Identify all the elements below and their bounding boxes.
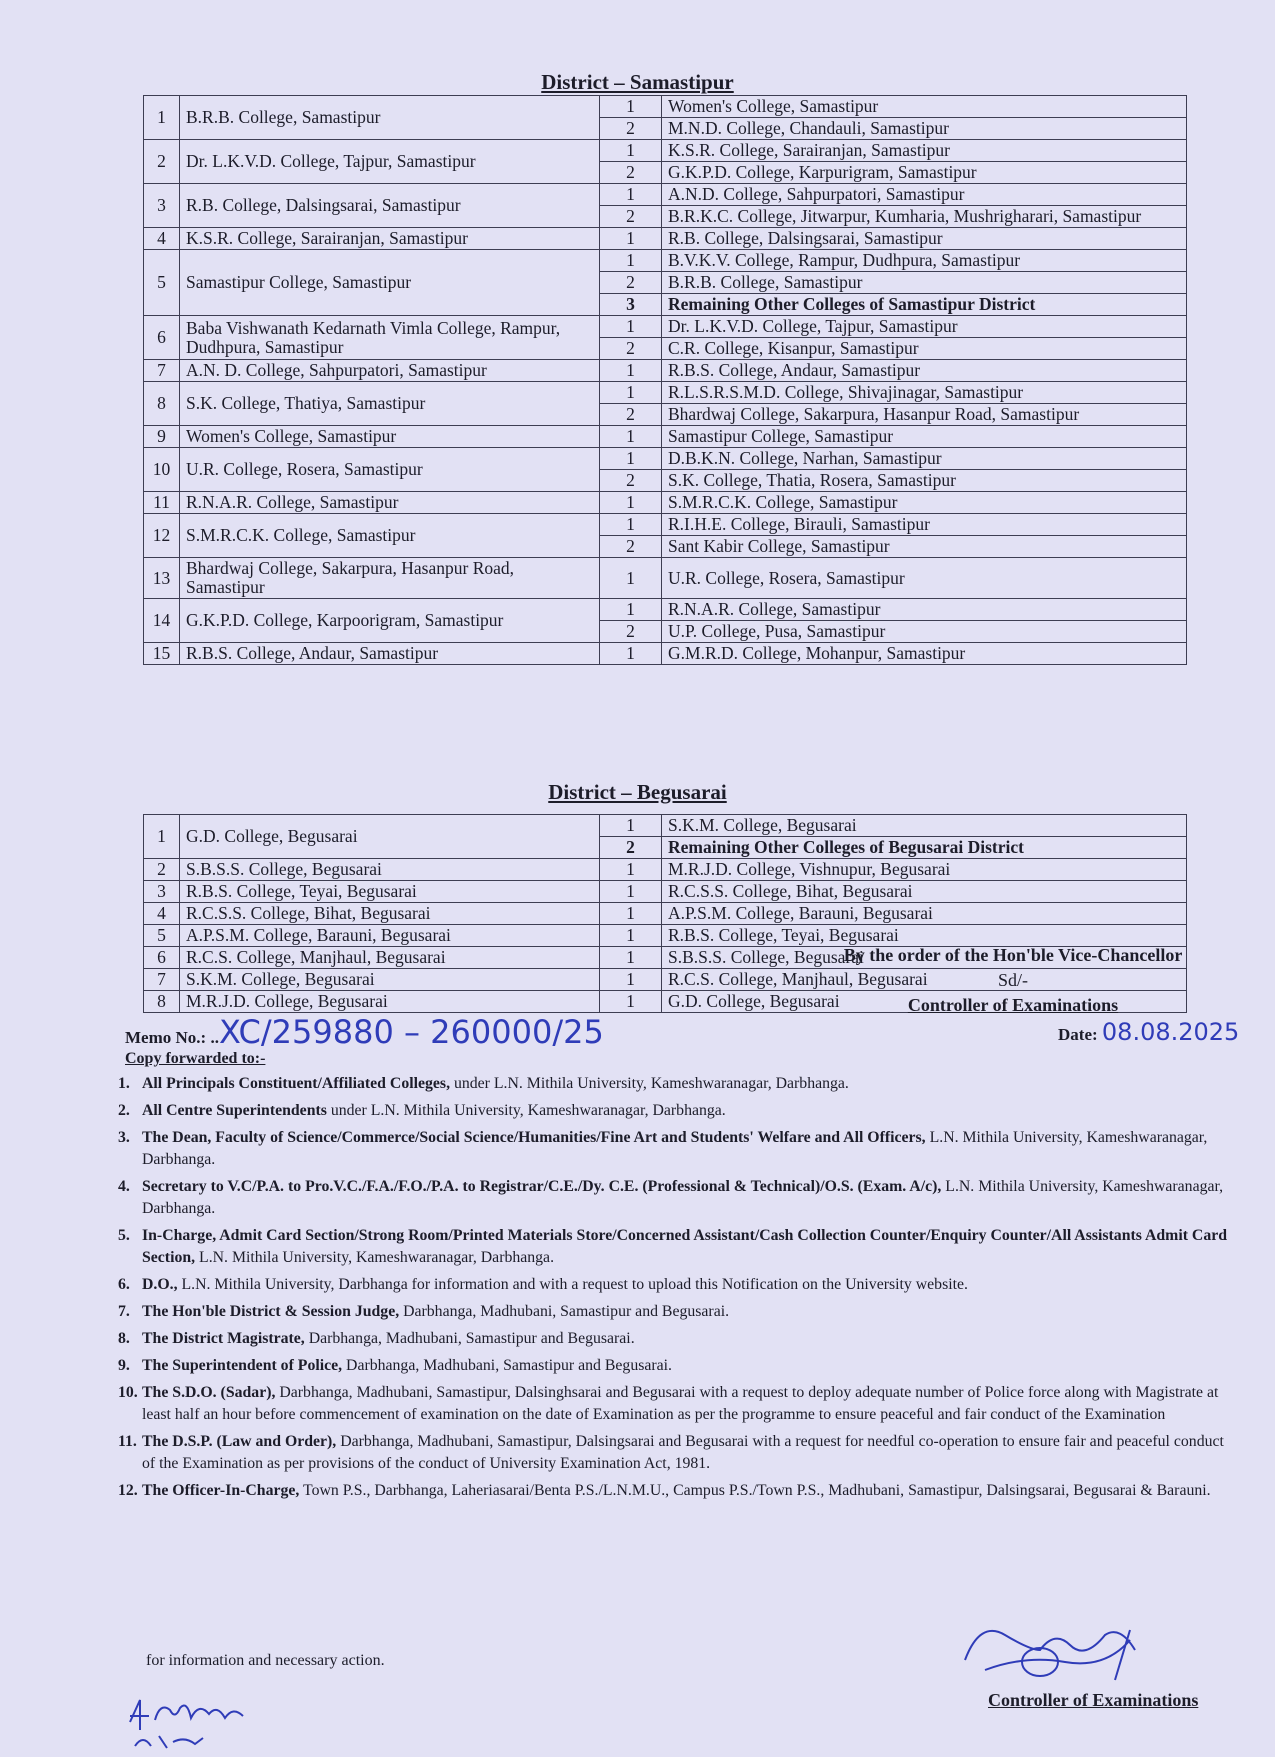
allotted-college: Bhardwaj College, Sakarpura, Hasanpur Road, Samastipur: [662, 404, 1187, 426]
serial-number: 5: [144, 250, 180, 316]
allotted-college: Women's College, Samastipur: [662, 96, 1187, 118]
forward-item-recipient: The Officer-In-Charge,: [142, 1482, 300, 1499]
allotted-college: G.K.P.D. College, Karpurigram, Samastipur: [662, 162, 1187, 184]
table-row: [144, 492, 1187, 514]
forward-item-text: under L.N. Mithila University, Kameshwaranagar, Darbhanga.: [450, 1075, 849, 1092]
college-sub-number: 2: [600, 536, 662, 558]
examination-centre: R.B.S. College, Teyai, Begusarai: [180, 881, 600, 903]
allotted-college: S.K. College, Thatia, Rosera, Samastipur: [662, 470, 1187, 492]
allotted-college: Remaining Other Colleges of Samastipur District: [662, 294, 1187, 316]
examination-centre: A.N. D. College, Sahpurpatori, Samastipur: [180, 360, 600, 382]
allotted-college: R.I.H.E. College, Birauli, Samastipur: [662, 514, 1187, 536]
forward-item-text: under L.N. Mithila University, Kameshwaranagar, Darbhanga.: [326, 1102, 726, 1119]
examination-centre: R.B. College, Dalsingsarai, Samastipur: [180, 184, 600, 228]
examination-centre: Samastipur College, Samastipur: [180, 250, 600, 316]
allotted-college: S.M.R.C.K. College, Samastipur: [662, 492, 1187, 514]
allotted-college: R.B.S. College, Teyai, Begusarai: [662, 925, 1187, 947]
college-sub-number: 2: [600, 206, 662, 228]
serial-number: 2: [144, 140, 180, 184]
allotted-college: B.V.K.V. College, Rampur, Dudhpura, Samastipur: [662, 250, 1187, 272]
forward-item-recipient: The District Magistrate,: [142, 1330, 305, 1347]
table-row: [144, 96, 1187, 118]
allotted-college: R.B. College, Dalsingsarai, Samastipur: [662, 228, 1187, 250]
college-sub-number: 2: [600, 338, 662, 360]
forward-item-text: Darbhanga, Madhubani, Samastipur, Dalsinghsarai and Begusarai with a request to deploy adequate number of Police force along with Magistrate at least half an hour before commencement of examination on the date of Examination as per the programme to ensure peaceful and fair conduct of the Examination: [142, 1384, 1219, 1423]
college-sub-number: 1: [600, 360, 662, 382]
college-sub-number: 1: [600, 859, 662, 881]
college-sub-number: 1: [600, 881, 662, 903]
date-label: Date:: [1058, 1025, 1102, 1044]
allotted-college: S.K.M. College, Begusarai: [662, 815, 1187, 837]
college-sub-number: 1: [600, 815, 662, 837]
examination-centre: S.K. College, Thatiya, Samastipur: [180, 382, 600, 426]
forward-item: [118, 1127, 1238, 1171]
college-sub-number: 2: [600, 470, 662, 492]
allotted-college: R.C.S.S. College, Bihat, Begusarai: [662, 881, 1187, 903]
college-sub-number: 3: [600, 294, 662, 316]
forward-item: [118, 1176, 1238, 1220]
allotted-college: R.B.S. College, Andaur, Samastipur: [662, 360, 1187, 382]
serial-number: 6: [144, 947, 180, 969]
examination-centre: R.N.A.R. College, Samastipur: [180, 492, 600, 514]
allotted-college: G.M.R.D. College, Mohanpur, Samastipur: [662, 643, 1187, 665]
serial-number: 14: [144, 599, 180, 643]
allotted-college: Remaining Other Colleges of Begusarai District: [662, 837, 1187, 859]
college-sub-number: 1: [600, 643, 662, 665]
college-sub-number: 1: [600, 228, 662, 250]
table-row: [144, 448, 1187, 470]
allotted-college: R.C.S. College, Manjhaul, Begusarai: [662, 969, 1187, 991]
samastipur-table: [143, 95, 1187, 665]
forward-item: [118, 1274, 1238, 1296]
table-row: [144, 250, 1187, 272]
examination-centre: R.C.S. College, Manjhaul, Begusarai: [180, 947, 600, 969]
allotted-college: S.B.S.S. College, Begusarai: [662, 947, 1187, 969]
serial-number: 1: [144, 815, 180, 859]
forward-item: [118, 1382, 1238, 1426]
forward-item-number: 9.: [118, 1357, 130, 1374]
serial-number: 7: [144, 969, 180, 991]
examination-centre: S.K.M. College, Begusarai: [180, 969, 600, 991]
forward-item-recipient: In-Charge, Admit Card Section/Strong Room/Printed Materials Store/Concerned Assistant/Cash Collection Counter/Enquiry Counter/All Assistants Admit Card Section,: [142, 1227, 1228, 1266]
forward-item-number: 1.: [118, 1075, 130, 1092]
copy-forwarded-heading: Copy forwarded to:-: [125, 1050, 266, 1067]
forward-item: [118, 1301, 1238, 1323]
serial-number: 10: [144, 448, 180, 492]
college-sub-number: 1: [600, 558, 662, 599]
college-sub-number: 2: [600, 404, 662, 426]
serial-number: 7: [144, 360, 180, 382]
examination-centre: R.C.S.S. College, Bihat, Begusarai: [180, 903, 600, 925]
table-row: [144, 643, 1187, 665]
college-sub-number: 1: [600, 382, 662, 404]
samastipur-table-body: [144, 96, 1187, 665]
college-sub-number: 1: [600, 96, 662, 118]
allotted-college: D.B.K.N. College, Narhan, Samastipur: [662, 448, 1187, 470]
examination-centre: K.S.R. College, Sarairanjan, Samastipur: [180, 228, 600, 250]
memo-label: Memo No.: ..: [125, 1028, 219, 1047]
table-row: [144, 140, 1187, 162]
college-sub-number: 1: [600, 492, 662, 514]
serial-number: 8: [144, 991, 180, 1013]
controller-of-examinations-bottom: Controller of Examinations: [988, 1690, 1199, 1710]
table-row: [144, 382, 1187, 404]
memo-number: [125, 1013, 604, 1051]
allotted-college: A.N.D. College, Sahpurpatori, Samastipur: [662, 184, 1187, 206]
forward-item-text: L.N. Mithila University, Kameshwaranagar, Darbhanga.: [142, 1178, 1224, 1217]
serial-number: 9: [144, 426, 180, 448]
college-sub-number: 1: [600, 903, 662, 925]
serial-number: 1: [144, 96, 180, 140]
forward-item-recipient: Secretary to V.C/P.A. to Pro.V.C./F.A./F.O./P.A. to Registrar/C.E./Dy. C.E. (Professional & Technical)/O.S. (Exam. A/c),: [142, 1178, 942, 1195]
forward-item-number: 8.: [118, 1330, 130, 1347]
examination-centre: Women's College, Samastipur: [180, 426, 600, 448]
examination-centre: G.K.P.D. College, Karpoorigram, Samastipur: [180, 599, 600, 643]
table-row: [144, 815, 1187, 837]
forward-item-text: L.N. Mithila University, Kameshwaranagar, Darbhanga.: [195, 1249, 555, 1266]
college-sub-number: 1: [600, 947, 662, 969]
allotted-college: K.S.R. College, Sarairanjan, Samastipur: [662, 140, 1187, 162]
serial-number: 6: [144, 316, 180, 360]
serial-number: 8: [144, 382, 180, 426]
forward-item-number: 12.: [118, 1482, 138, 1499]
college-sub-number: 1: [600, 426, 662, 448]
serial-number: 3: [144, 184, 180, 228]
handwritten-initials: [125, 1690, 255, 1752]
forward-item-text: Darbhanga, Madhubani, Samastipur and Begusarai.: [304, 1330, 635, 1347]
forward-item: [118, 1431, 1238, 1475]
order-line: By the order of the Hon'ble Vice-Chancellor: [843, 945, 1183, 965]
college-sub-number: 1: [600, 250, 662, 272]
allotted-college: M.N.D. College, Chandauli, Samastipur: [662, 118, 1187, 140]
table-row: [144, 881, 1187, 903]
college-sub-number: 1: [600, 925, 662, 947]
serial-number: 4: [144, 903, 180, 925]
college-sub-number: 2: [600, 837, 662, 859]
forward-item-number: 4.: [118, 1178, 130, 1195]
table-row: [144, 859, 1187, 881]
serial-number: 13: [144, 558, 180, 599]
serial-number: 11: [144, 492, 180, 514]
serial-number: 4: [144, 228, 180, 250]
samastipur-heading: District – Samastipur: [541, 70, 734, 94]
allotted-college: G.D. College, Begusarai: [662, 991, 1187, 1013]
college-sub-number: 1: [600, 316, 662, 338]
forward-item-recipient: The Superintendent of Police,: [142, 1357, 343, 1374]
controller-signature: [945, 1600, 1155, 1695]
examination-centre: U.R. College, Rosera, Samastipur: [180, 448, 600, 492]
examination-centre: R.B.S. College, Andaur, Samastipur: [180, 643, 600, 665]
college-sub-number: 1: [600, 969, 662, 991]
serial-number: 12: [144, 514, 180, 558]
forward-item-recipient: The D.S.P. (Law and Order),: [142, 1433, 337, 1450]
allotted-college: C.R. College, Kisanpur, Samastipur: [662, 338, 1187, 360]
forward-item-recipient: All Centre Superintendents: [142, 1102, 327, 1119]
college-sub-number: 1: [600, 448, 662, 470]
forward-item-recipient: All Principals Constituent/Affiliated Colleges,: [142, 1075, 451, 1092]
serial-number: 15: [144, 643, 180, 665]
allotted-college: B.R.B. College, Samastipur: [662, 272, 1187, 294]
examination-centre: G.D. College, Begusarai: [180, 815, 600, 859]
forward-item: [118, 1225, 1238, 1269]
college-sub-number: 2: [600, 162, 662, 184]
forward-item-text: Darbhanga, Madhubani, Samastipur and Begusarai.: [399, 1303, 730, 1320]
examination-centre: Baba Vishwanath Kedarnath Vimla College, Rampur, Dudhpura, Samastipur: [180, 316, 600, 360]
examination-centre: Bhardwaj College, Sakarpura, Hasanpur Road, Samastipur: [180, 558, 600, 599]
examination-centre: S.M.R.C.K. College, Samastipur: [180, 514, 600, 558]
college-sub-number: 1: [600, 991, 662, 1013]
allotted-college: M.R.J.D. College, Vishnupur, Begusarai: [662, 859, 1187, 881]
college-sub-number: 2: [600, 118, 662, 140]
table-row: [144, 558, 1187, 599]
forward-item-number: 7.: [118, 1303, 130, 1320]
controller-title: Controller of Examinations: [907, 995, 1119, 1015]
college-sub-number: 2: [600, 621, 662, 643]
forward-item-text: Town P.S., Darbhanga, Laheriasarai/Benta P.S./L.N.M.U., Campus P.S./Town P.S., Madhubani, Samastipur, Dalsingsarai, Begusarai & Barauni.: [299, 1482, 1211, 1499]
forward-item-number: 3.: [118, 1129, 130, 1146]
begusarai-heading: District – Begusarai: [548, 780, 727, 804]
forward-item: [118, 1073, 1238, 1095]
allotted-college: R.N.A.R. College, Samastipur: [662, 599, 1187, 621]
sd-line: Sd/-: [997, 970, 1028, 990]
forward-item-text: L.N. Mithila University, Kameshwaranagar, Darbhanga.: [142, 1129, 1208, 1168]
college-sub-number: 1: [600, 599, 662, 621]
allotted-college: Sant Kabir College, Samastipur: [662, 536, 1187, 558]
examination-centre: A.P.S.M. College, Barauni, Begusarai: [180, 925, 600, 947]
examination-centre: Dr. L.K.V.D. College, Tajpur, Samastipur: [180, 140, 600, 184]
allotted-college: U.P. College, Pusa, Samastipur: [662, 621, 1187, 643]
college-sub-number: 1: [600, 514, 662, 536]
forward-item-text: L.N. Mithila University, Darbhanga for information and with a request to upload this Notification on the University website.: [177, 1276, 968, 1293]
memo-value: XC/259880 – 260000/25: [218, 1013, 604, 1051]
forward-item-recipient: D.O.,: [142, 1276, 178, 1293]
forward-item-number: 11.: [118, 1433, 137, 1450]
allotted-college: Dr. L.K.V.D. College, Tajpur, Samastipur: [662, 316, 1187, 338]
allotted-college: R.L.S.R.S.M.D. College, Shivajinagar, Samastipur: [662, 382, 1187, 404]
closing-line: for information and necessary action.: [146, 1652, 385, 1669]
serial-number: 2: [144, 859, 180, 881]
table-row: [144, 426, 1187, 448]
examination-centre: M.R.J.D. College, Begusarai: [180, 991, 600, 1013]
college-sub-number: 1: [600, 140, 662, 162]
forward-list: [118, 1073, 1238, 1507]
forward-item-recipient: The Hon'ble District & Session Judge,: [142, 1303, 400, 1320]
table-row: [144, 184, 1187, 206]
forward-item: [118, 1480, 1238, 1502]
forward-item-recipient: The Dean, Faculty of Science/Commerce/Social Science/Humanities/Fine Art and Students' Welfare and All Officers,: [142, 1129, 926, 1146]
memo-date: [1058, 1018, 1239, 1046]
forward-item: [118, 1100, 1238, 1122]
forward-item-number: 2.: [118, 1102, 130, 1119]
allotted-college: Samastipur College, Samastipur: [662, 426, 1187, 448]
forward-item-number: 5.: [118, 1227, 130, 1244]
table-row: [144, 599, 1187, 621]
order-block: [828, 945, 1198, 1016]
table-row: [144, 360, 1187, 382]
table-row: [144, 514, 1187, 536]
forward-item-number: 6.: [118, 1276, 130, 1293]
forward-item: [118, 1328, 1238, 1350]
college-sub-number: 2: [600, 272, 662, 294]
forward-item: [118, 1355, 1238, 1377]
serial-number: 3: [144, 881, 180, 903]
table-row: [144, 903, 1187, 925]
date-value: 08.08.2025: [1101, 1018, 1240, 1046]
allotted-college: U.R. College, Rosera, Samastipur: [662, 558, 1187, 599]
allotted-college: A.P.S.M. College, Barauni, Begusarai: [662, 903, 1187, 925]
allotted-college: B.R.K.C. College, Jitwarpur, Kumharia, Mushrigharari, Samastipur: [662, 206, 1187, 228]
forward-item-text: Darbhanga, Madhubani, Samastipur, Dalsingsarai and Begusarai with a request for needful co-operation to ensure fair and peaceful conduct of the Examination as per provisions of the conduct of University Examination Act, 1981.: [142, 1433, 1224, 1472]
examination-centre: S.B.S.S. College, Begusarai: [180, 859, 600, 881]
serial-number: 5: [144, 925, 180, 947]
table-row: [144, 925, 1187, 947]
college-sub-number: 1: [600, 184, 662, 206]
forward-item-recipient: The S.D.O. (Sadar),: [142, 1384, 276, 1401]
forward-item-number: 10.: [118, 1384, 138, 1401]
examination-centre: B.R.B. College, Samastipur: [180, 96, 600, 140]
forward-item-text: Darbhanga, Madhubani, Samastipur and Begusarai.: [342, 1357, 672, 1374]
table-row: [144, 316, 1187, 338]
table-row: [144, 228, 1187, 250]
